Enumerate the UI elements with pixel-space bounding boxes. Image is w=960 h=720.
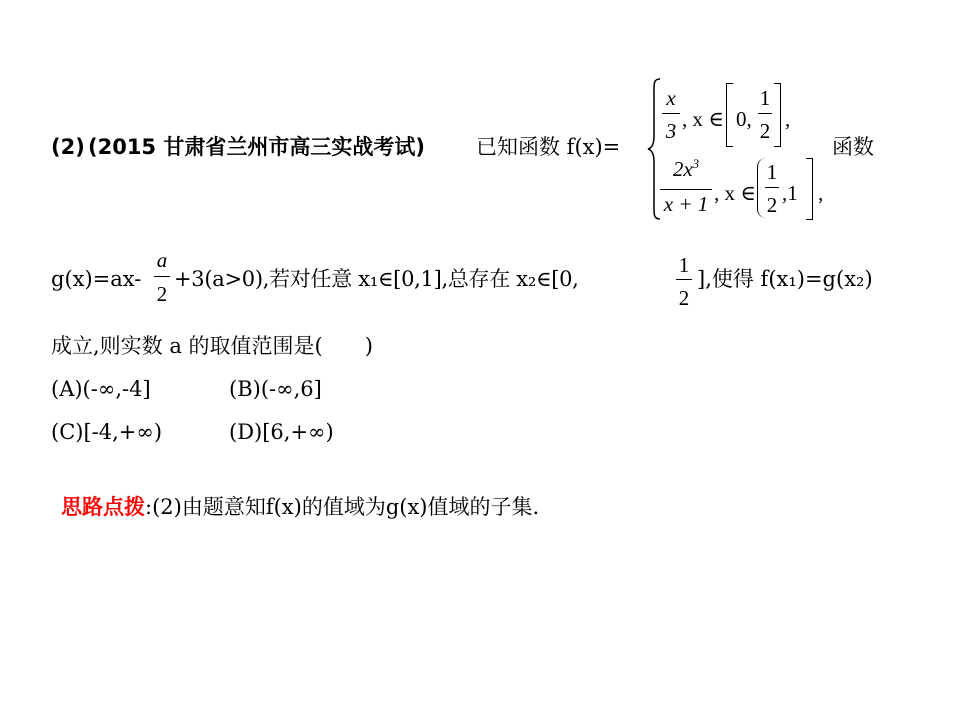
piece2-trail: , [818, 181, 824, 205]
problem-after-f: 函数 [832, 135, 874, 159]
piece1-interval-left: 0, [736, 107, 752, 131]
piece1-condition: , x ∈ [682, 107, 724, 131]
option-a[interactable]: (A)(-∞,-4] [51, 377, 151, 401]
g-end: ],使得 f(x₁)=g(x₂) [697, 267, 873, 291]
question-line: 成立,则实数 a 的取值范围是( ) [51, 334, 373, 358]
option-c[interactable]: (C)[-4,+∞) [51, 420, 163, 444]
piece1-denominator: 3 [665, 119, 677, 143]
option-b[interactable]: (B)(-∞,6] [229, 377, 322, 401]
piece1-trail: , [785, 107, 791, 131]
piece1-interval-fraction [758, 86, 772, 144]
problem-intro: 已知函数 f(x)= [476, 135, 621, 159]
problem-number: (2) [51, 135, 85, 159]
g-fraction-2-numerator: 1 [678, 253, 690, 277]
piece2-interval-numerator: 1 [766, 160, 778, 184]
g-fraction-2 [676, 253, 692, 311]
piecewise-brace [647, 78, 661, 220]
piece1-numerator: x [666, 86, 676, 110]
piece1-fraction [662, 86, 680, 144]
piece2-interval-fraction [765, 160, 779, 218]
piece2-fraction [660, 156, 712, 217]
g-fraction-numerator: a [156, 248, 168, 272]
g-fraction-denominator: 2 [156, 282, 168, 306]
g-suffix: +3(a>0),若对任意 x₁∈[0,1],总存在 x₂∈[0, [174, 267, 579, 291]
hint [61, 497, 539, 518]
g-fraction-2-denominator: 2 [678, 286, 690, 310]
problem-source: (2015 甘肃省兰州市高三实战考试) [88, 135, 425, 159]
piece2-numerator: $2x^3$ [672, 156, 700, 181]
piece2-interval-right: ,1 [782, 181, 798, 205]
piece1-left-bracket [726, 83, 733, 147]
piece2-denominator: x + 1 [663, 192, 709, 216]
hint-text: :(2)由题意知f(x)的值域为g(x)值域的子集. [145, 495, 540, 519]
piece1-interval-denominator: 2 [759, 119, 771, 143]
hint-label: 思路点拨 [61, 495, 145, 519]
piece2-interval-denominator: 2 [766, 193, 778, 217]
option-d[interactable]: (D)[6,+∞) [229, 420, 334, 444]
g-fraction [154, 248, 170, 307]
piece1-right-bracket [774, 83, 781, 147]
piece2-right-bracket [806, 158, 813, 220]
piece1-interval-numerator: 1 [759, 86, 771, 110]
piece2-condition: , x ∈ [714, 181, 756, 205]
g-prefix: g(x)=ax- [51, 267, 142, 291]
